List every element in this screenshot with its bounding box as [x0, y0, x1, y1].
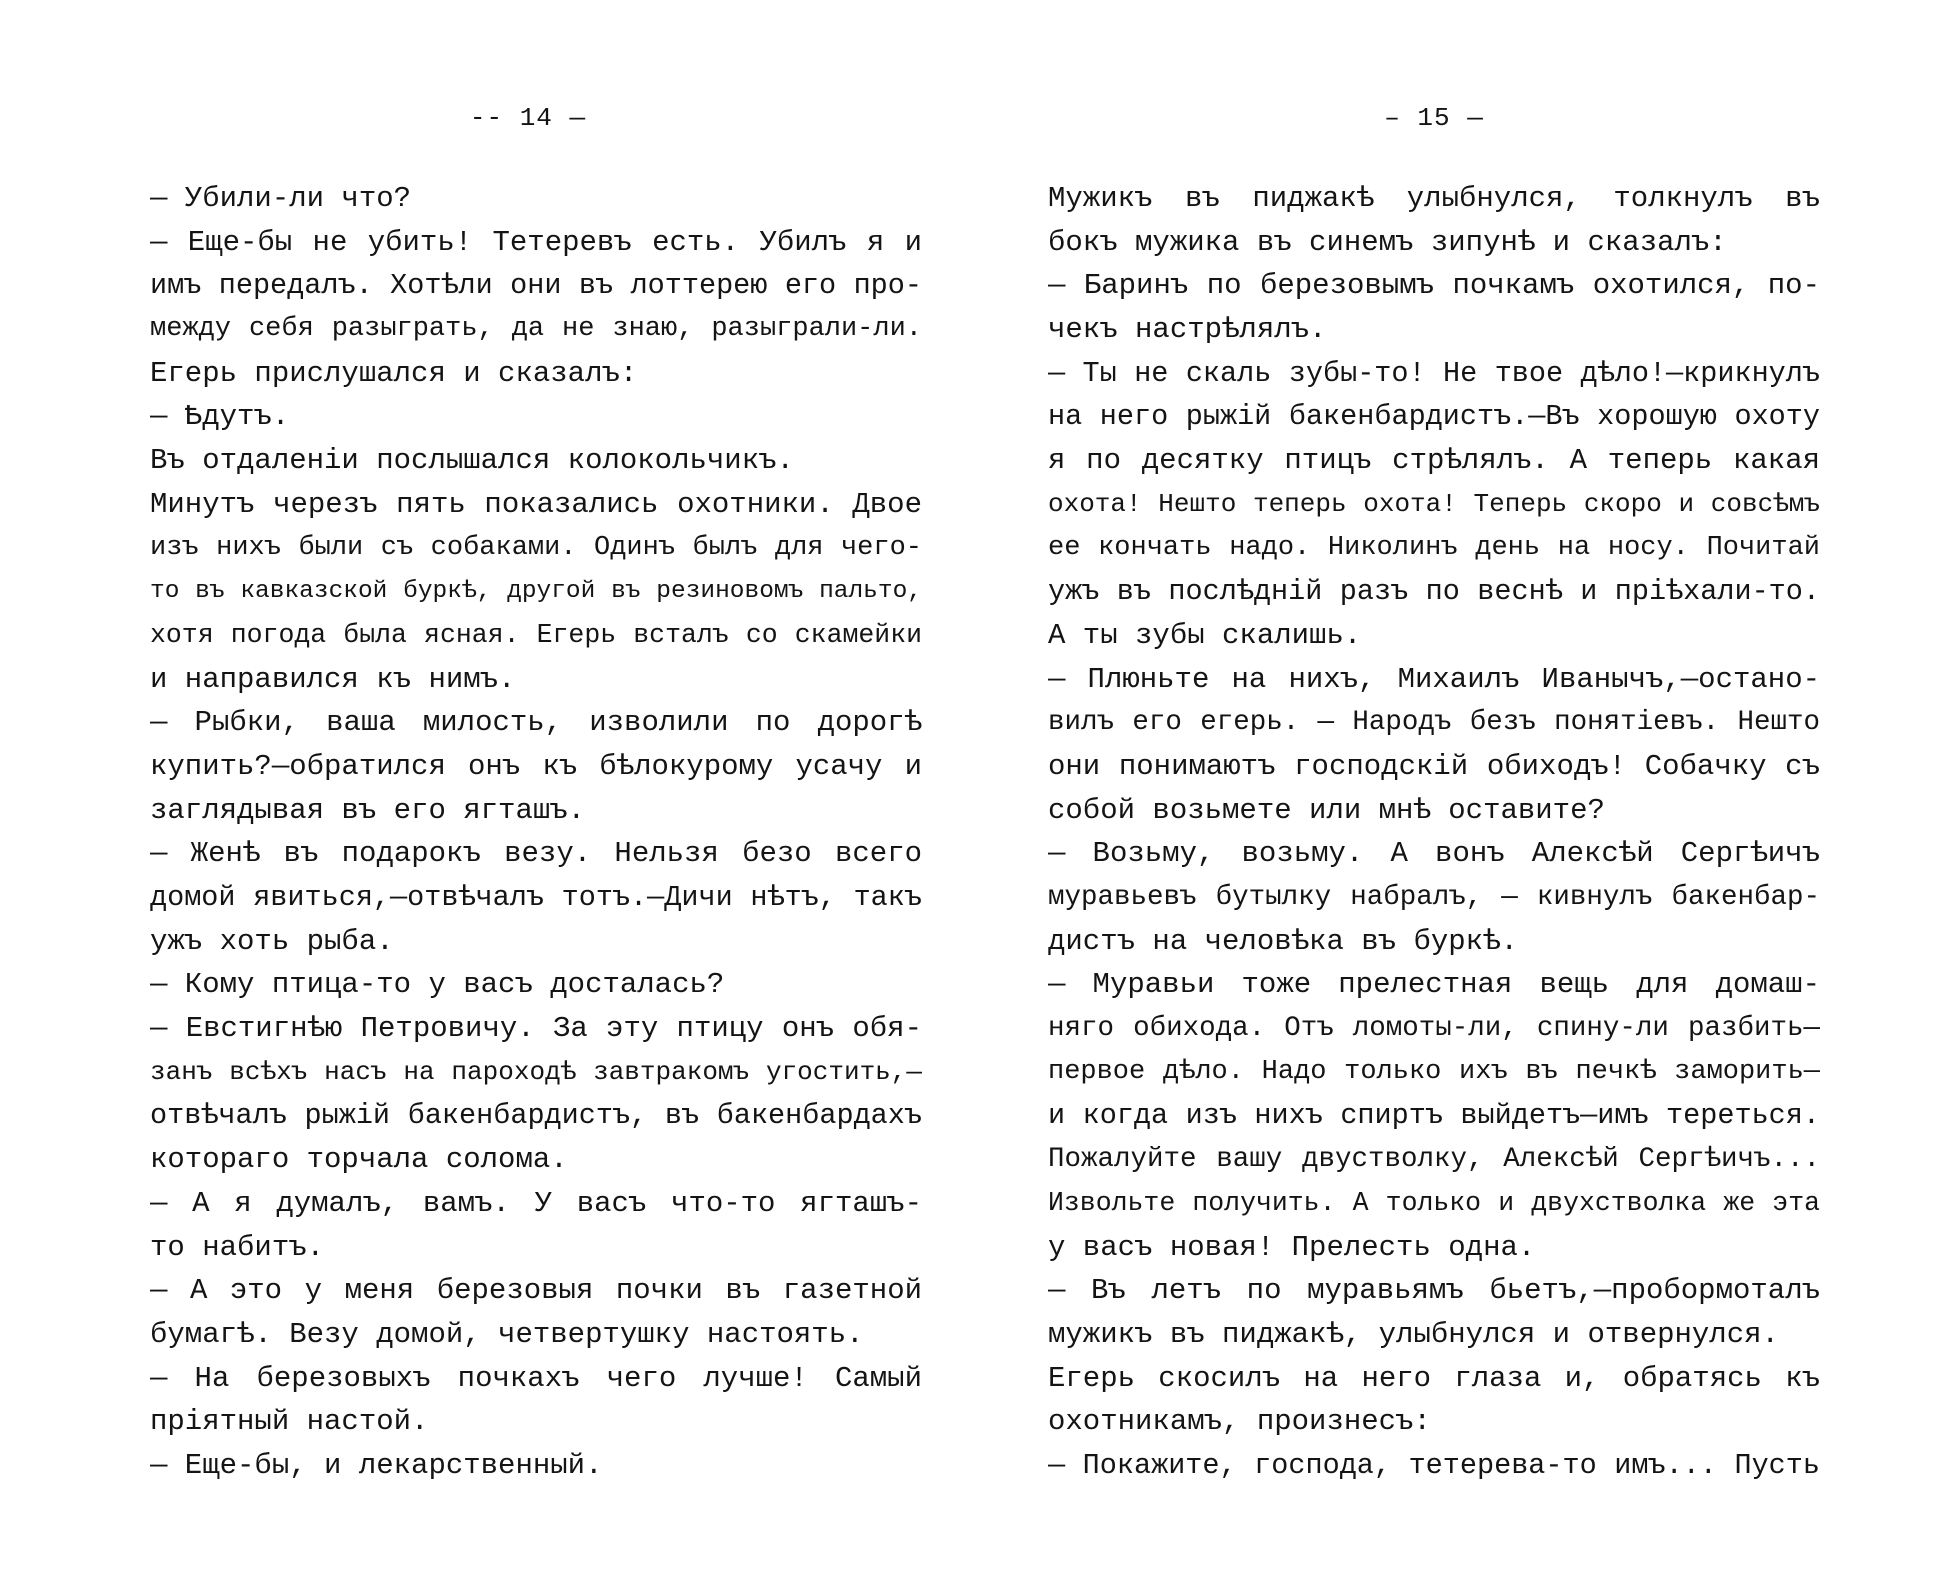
text-line: бумагѣ. Везу домой, четвертушку настоять.: [150, 1317, 864, 1351]
page-number: – 15 —: [1384, 103, 1484, 133]
page-text: [1048, 177, 1820, 1488]
text-line: — Ты не скаль зубы-то! Не твое дѣло!—крикнулъ: [1048, 356, 1820, 390]
text-line: то въ кавказской буркѣ, другой въ резиновомъ пальто,: [150, 578, 922, 606]
text-line: занъ всѣхъ насъ на пароходѣ завтракомъ угостить,—: [150, 1056, 922, 1087]
text-line: имъ передалъ. Хотѣли они въ лоттерею его про-: [150, 269, 922, 303]
text-line: Минутъ черезъ пять показались охотники. Двое: [150, 487, 922, 521]
text-line: котораго торчала солома.: [150, 1143, 568, 1177]
text-line: — Убили-ли что?: [150, 182, 412, 215]
text-line: пріятный настой.: [150, 1405, 429, 1439]
text-line: Егерь скосилъ на него глаза и, обратясь къ: [1048, 1361, 1820, 1395]
text-line: — Еще-бы, и лекарственный.: [150, 1448, 603, 1482]
text-line: мужикъ въ пиджакѣ, улыбнулся и отвернулся.: [1048, 1317, 1779, 1351]
text-line: — На березовыхъ почкахъ чего лучше! Самый: [150, 1361, 922, 1395]
text-line: домой явиться,—отвѣчалъ тотъ.—Дичи нѣтъ, такъ: [150, 881, 922, 914]
text-line: на него рыжій бакенбардистъ.—Въ хорошую охоту: [1048, 400, 1820, 434]
text-line: Пожалуйте вашу двустволку, Алексѣй Сергѣичъ...: [1048, 1144, 1820, 1176]
right-page: [1048, 0, 1820, 1576]
text-line: и направился къ нимъ.: [150, 662, 516, 696]
text-line: я по десятку птицъ стрѣлялъ. А теперь какая: [1048, 444, 1820, 478]
text-line: ее кончать надо. Николинъ день на носу. Почитай: [1048, 532, 1820, 563]
text-line: у васъ новая! Прелесть одна.: [1048, 1230, 1536, 1264]
page-number: -- 14 —: [469, 103, 587, 133]
text-line: вилъ его егерь. — Народъ безъ понятіевъ. Нешто: [1048, 707, 1820, 739]
text-line: А ты зубы скалишь.: [1048, 618, 1362, 652]
text-line: — А это у меня березовыя почки въ газетной: [150, 1274, 922, 1308]
text-line: купить?—обратился онъ къ бѣлокурому усачу и: [150, 749, 922, 783]
text-line: — Муравьи тоже прелестная вещь для домаш-: [1048, 968, 1820, 1002]
text-line: — Еще-бы не убить! Тетеревъ есть. Убилъ я и: [150, 225, 922, 259]
text-line: чекъ настрѣлялъ.: [1048, 313, 1327, 347]
text-line: — Женѣ въ подарокъ везу. Нельзя безо всего: [150, 837, 922, 871]
text-line: то набитъ.: [150, 1230, 325, 1264]
text-line: ужъ въ послѣдній разъ по веснѣ и пріѣхали-то.: [1048, 575, 1820, 609]
text-line: Извольте получить. А только и двухстволка же эта: [1048, 1187, 1820, 1218]
text-line: — Баринъ по березовымъ почкамъ охотился, по-: [1048, 269, 1820, 303]
text-line: — А я думалъ, вамъ. У васъ что-то ягташъ-: [150, 1186, 922, 1220]
page-text: [150, 177, 922, 1488]
text-line: дистъ на человѣка въ буркѣ.: [1048, 924, 1518, 958]
text-line: первое дѣло. Надо только ихъ въ печкѣ заморить—: [1048, 1056, 1820, 1087]
text-line: бокъ мужика въ синемъ зипунѣ и сказалъ:: [1048, 225, 1727, 259]
text-line: — Рыбки, ваша милость, изволили по дорогѣ: [150, 706, 922, 740]
text-line: — Въ летъ по муравьямъ бьетъ,—пробормоталъ: [1048, 1274, 1820, 1308]
text-line: охотникамъ, произнесъ:: [1048, 1405, 1431, 1439]
text-line: Мужикъ въ пиджакѣ улыбнулся, толкнулъ въ: [1048, 182, 1820, 215]
text-line: муравьевъ бутылку набралъ, — кивнулъ бакенбар-: [1048, 882, 1820, 913]
text-line: заглядывая въ его ягташъ.: [150, 793, 586, 827]
text-line: — Плюньте на нихъ, Михаилъ Иванычъ,—остано-: [1048, 662, 1820, 696]
text-line: между себя разыграть, да не знаю, разыграли-ли.: [150, 314, 922, 345]
text-line: — Евстигнѣю Петровичу. За эту птицу онъ обя-: [150, 1012, 922, 1046]
text-line: собой возьмете или мнѣ оставите?: [1048, 793, 1605, 827]
text-line: ужъ хоть рыба.: [150, 924, 394, 958]
text-line: охота! Нешто теперь охота! Теперь скоро и совсѣмъ: [1048, 488, 1820, 519]
text-line: и когда изъ нихъ спиртъ выйдетъ—имъ тереться.: [1048, 1099, 1820, 1133]
left-page: [150, 0, 922, 1576]
text-line: — Кому птица-то у васъ досталась?: [150, 968, 725, 1002]
text-line: хотя погода была ясная. Егерь всталъ со скамейки: [150, 619, 922, 650]
text-line: изъ нихъ были съ собаками. Одинъ былъ для чего-: [150, 532, 922, 563]
text-line: няго обихода. Отъ ломоты-ли, спину-ли разбить—: [1048, 1013, 1820, 1045]
text-line: — Покажите, господа, тетерева-то имъ... Пусть: [1048, 1448, 1820, 1482]
text-line: — Возьму, возьму. А вонъ Алексѣй Сергѣичъ: [1048, 837, 1820, 871]
text-line: — Ѣдутъ.: [150, 400, 290, 434]
text-line: Въ отдаленіи послышался колокольчикъ.: [150, 444, 794, 478]
text-line: они понимаютъ господскій обиходъ! Собачку съ: [1048, 749, 1820, 783]
text-line: отвѣчалъ рыжій бакенбардистъ, въ бакенбардахъ: [150, 1099, 922, 1133]
text-line: Егерь прислушался и сказалъ:: [150, 356, 638, 390]
